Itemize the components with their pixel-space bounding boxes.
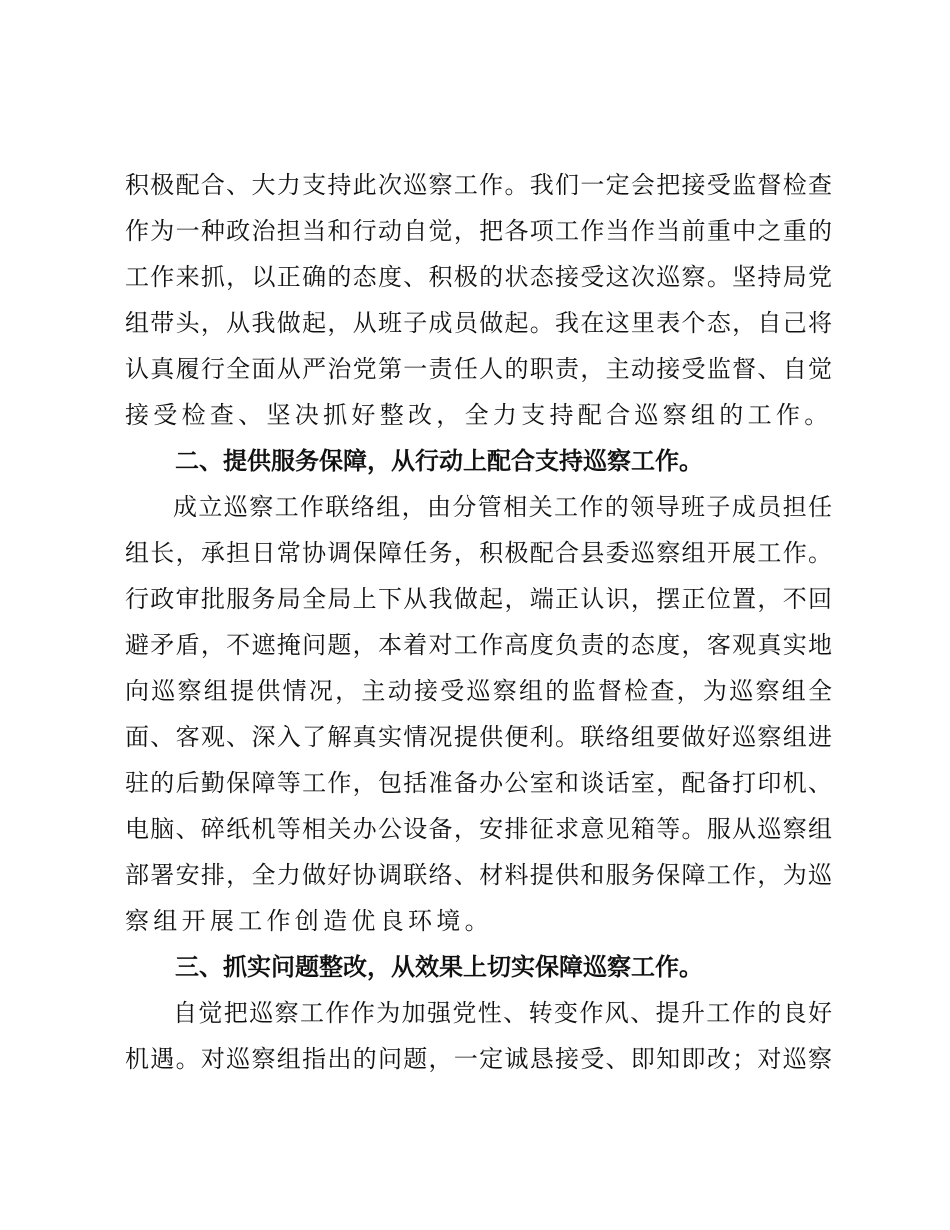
text-line: 电脑、碎纸机等相关办公设备，安排征求意见箱等。服从巡察组 (125, 815, 832, 843)
body-paragraph (125, 162, 832, 438)
text-line: 作为一种政治担当和行动自觉，把各项工作当作当前重中之重的 (125, 217, 832, 245)
text-line: 机遇。对巡察组指出的问题，一定诚恳接受、即知即改；对巡察 (125, 1045, 832, 1073)
text-line: 避矛盾，不遮掩问题，本着对工作高度负责的态度，客观真实地 (125, 631, 832, 659)
text-line: 组带头，从我做起，从班子成员做起。我在这里表个态，自己将 (125, 309, 832, 337)
text-line: 积极配合、大力支持此次巡察工作。我们一定会把接受监督检查 (125, 171, 832, 199)
text-line: 组长，承担日常协调保障任务，积极配合县委巡察组开展工作。 (125, 539, 832, 567)
section-heading: 三、抓实问题整改，从效果上切实保障巡察工作。 (175, 953, 703, 981)
text-line: 驻的后勤保障等工作，包括准备办公室和谈话室，配备打印机、 (125, 769, 832, 797)
section-heading: 二、提供服务保障，从行动上配合支持巡察工作。 (175, 447, 703, 475)
text-line: 工作来抓，以正确的态度、积极的状态接受这次巡察。坚持局党 (125, 263, 832, 291)
text-line: 自觉把巡察工作作为加强党性、转变作风、提升工作的良好 (173, 999, 832, 1027)
text-line: 认真履行全面从严治党第一责任人的职责，主动接受监督、自觉 (125, 355, 832, 383)
text-line: 察组开展工作创造优良环境。 (125, 907, 493, 935)
body-paragraph (125, 484, 832, 944)
document-page (125, 162, 832, 1082)
text-line: 接受检查、坚决抓好整改，全力支持配合巡察组的工作。 (125, 401, 833, 429)
text-line: 行政审批服务局全局上下从我做起，端正认识，摆正位置，不回 (125, 585, 832, 613)
text-line: 面、客观、深入了解真实情况提供便利。联络组要做好巡察组进 (125, 723, 832, 751)
text-line: 向巡察组提供情况，主动接受巡察组的监督检查，为巡察组全 (125, 677, 832, 705)
body-paragraph (125, 990, 832, 1082)
text-line: 部署安排，全力做好协调联络、材料提供和服务保障工作，为巡 (125, 861, 832, 889)
text-line: 成立巡察工作联络组，由分管相关工作的领导班子成员担任 (173, 493, 832, 521)
